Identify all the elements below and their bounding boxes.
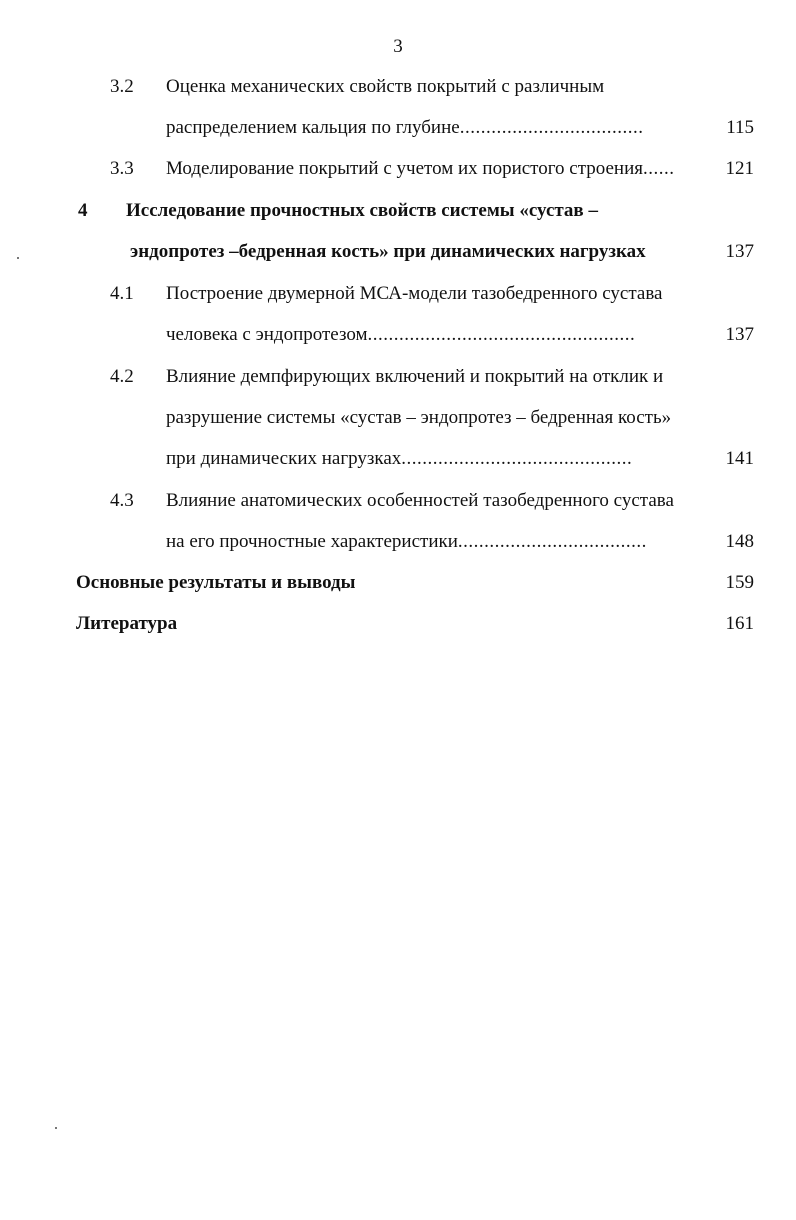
toc-chapter-4 xyxy=(0,196,796,226)
toc-results-title: Основные результаты и выводы xyxy=(76,572,356,593)
page-number: 3 xyxy=(393,36,403,57)
toc-entry-page: 137 xyxy=(725,324,754,345)
leader-dots: ................................................... xyxy=(367,324,636,345)
toc-literature xyxy=(0,609,796,639)
toc-entry-title-cont: разрушение системы «сустав – эндопротез – бедренная кость» xyxy=(166,407,672,428)
toc-entry-page: 137 xyxy=(725,241,754,262)
toc-chapter-number: 4 xyxy=(78,200,88,221)
leader-dots: ............................................ xyxy=(401,448,633,469)
toc-entry-page: 115 xyxy=(726,117,754,138)
leader-dots: ................................... xyxy=(459,117,644,138)
toc-entry-title-cont: распределением кальция по глубине xyxy=(166,117,460,138)
leader-dots: ...... xyxy=(643,158,675,179)
toc-entry-page: 161 xyxy=(725,613,754,634)
toc-entry-title: Оценка механических свойств покрытий с различным xyxy=(166,76,605,97)
toc-entry-4-3-cont xyxy=(0,527,796,557)
leader-dots: .................................... xyxy=(457,531,647,552)
toc-entry-page: 148 xyxy=(725,531,754,552)
scan-speck xyxy=(17,257,19,259)
toc-entry-number: 3.2 xyxy=(110,76,134,97)
toc-entry-4-2 xyxy=(0,362,796,392)
toc-entry-title-cont: при динамических нагрузках xyxy=(166,448,402,469)
toc-entry-title-cont: на его прочностные характеристики xyxy=(166,531,458,552)
toc-entry-page: 121 xyxy=(725,158,754,179)
toc-chapter-title-cont: эндопротез –бедренная кость» при динамических нагрузках xyxy=(130,241,646,262)
toc-entry-4-2-cont xyxy=(0,403,796,433)
toc-entry-4-1-cont xyxy=(0,320,796,350)
toc-entry-3-2 xyxy=(0,72,796,102)
toc-entry-page: 159 xyxy=(725,572,754,593)
toc-entry-title: Влияние демпфирующих включений и покрытий на отклик и xyxy=(166,366,664,387)
toc-entry-number: 3.3 xyxy=(110,158,134,179)
toc-literature-title: Литература xyxy=(76,613,178,634)
toc-entry-4-1 xyxy=(0,279,796,309)
toc-chapter-title: Исследование прочностных свойств системы «сустав – xyxy=(126,200,598,221)
toc-entry-title: Построение двумерной МСА-модели тазобедренного сустава xyxy=(166,283,663,304)
toc-entry-3-2-cont xyxy=(0,113,796,143)
toc-entry-number: 4.3 xyxy=(110,490,134,511)
toc-entry-number: 4.1 xyxy=(110,283,134,304)
toc-entry-4-2-cont2 xyxy=(0,444,796,474)
toc-entry-4-3 xyxy=(0,486,796,516)
toc-chapter-4-cont xyxy=(0,237,796,267)
scan-speck xyxy=(55,1127,57,1129)
toc-entry-title: Моделирование покрытий с учетом их пористого строения xyxy=(166,158,644,179)
toc-results xyxy=(0,568,796,598)
toc-entry-number: 4.2 xyxy=(110,366,134,387)
toc-entry-title: Влияние анатомических особенностей тазобедренного сустава xyxy=(166,490,674,511)
toc-entry-title-cont: человека с эндопротезом xyxy=(166,324,368,345)
toc-entry-3-3 xyxy=(0,154,796,184)
toc-entry-page: 141 xyxy=(725,448,754,469)
